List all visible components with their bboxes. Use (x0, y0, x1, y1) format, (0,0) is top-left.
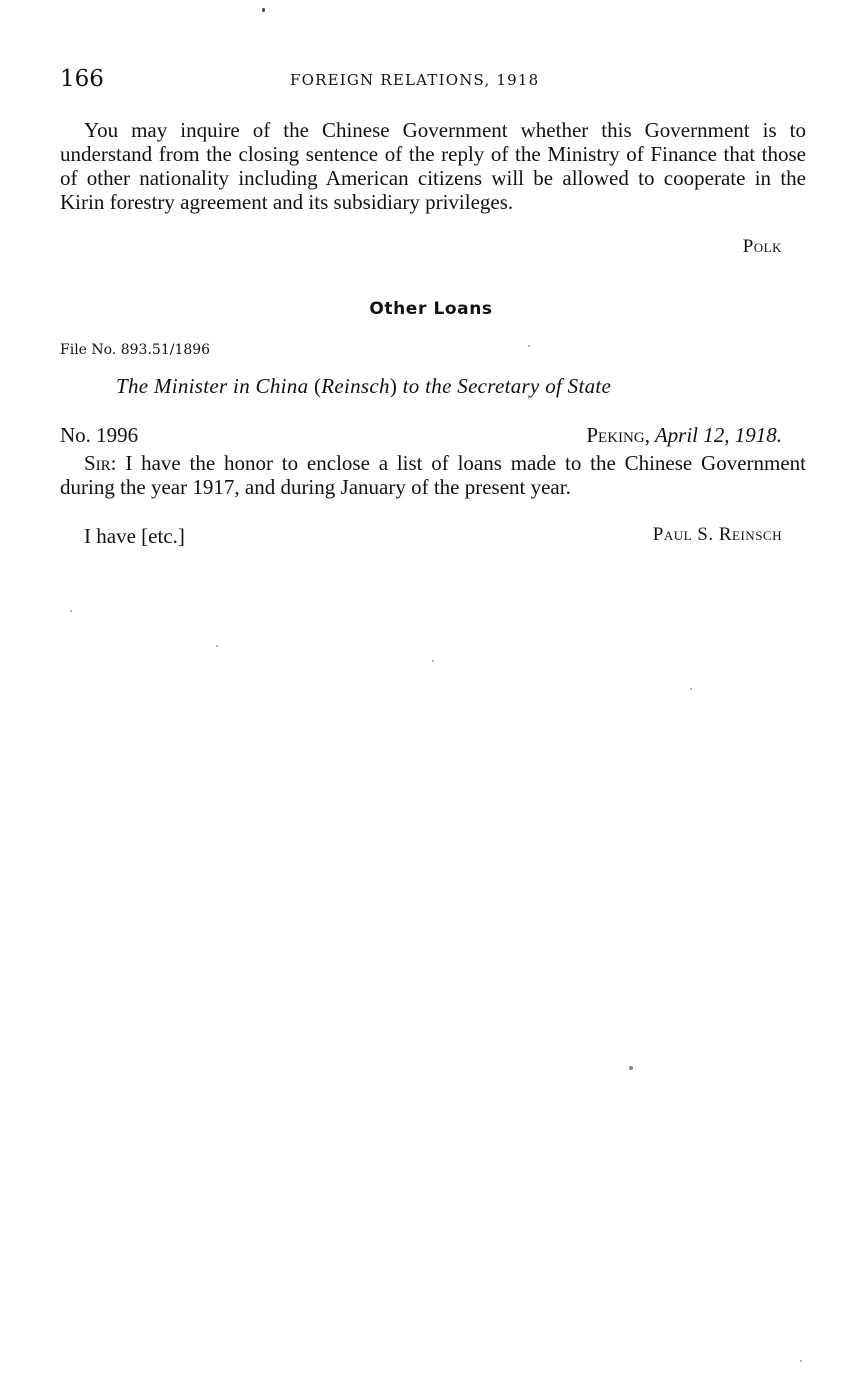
title-part-2: to the Secretary of State (397, 374, 612, 398)
section-heading: Other Loans (369, 299, 493, 319)
scan-speck (262, 8, 265, 12)
scan-speck (432, 660, 434, 662)
signature-reinsch: Paul S. Reinsch (652, 524, 782, 545)
letter-text: I have the honor to enclose a list of loans made to the Chinese Government during the year 1917, and during January of the present year. (60, 451, 806, 499)
title-part-1: The Minister in China (116, 374, 314, 398)
letter-body (60, 451, 806, 499)
scan-speck (528, 345, 530, 347)
scan-speck (690, 688, 692, 690)
dateline (586, 423, 782, 448)
page-header (60, 66, 784, 96)
document-title (116, 374, 611, 399)
page-number: 166 (60, 66, 104, 92)
file-number: File No. 893.51/1896 (60, 342, 211, 358)
signature-polk: Polk (742, 236, 782, 257)
scan-speck (216, 645, 218, 647)
title-paren-close: ) (389, 374, 398, 398)
scan-speck (70, 610, 72, 612)
dispatch-number: No. 1996 (60, 423, 139, 447)
dateline-place: Peking, (586, 423, 650, 447)
dateline-date: April 12, 1918. (649, 423, 782, 447)
running-head: FOREIGN RELATIONS, 1918 (290, 71, 540, 89)
salutation: Sir: (84, 451, 117, 475)
scan-speck (629, 1066, 633, 1070)
title-name: Reinsch (321, 374, 390, 398)
closing: I have [etc.] (84, 524, 185, 548)
scan-speck (800, 1360, 802, 1362)
paragraph-instruction: You may inquire of the Chinese Government whether this Government is to understand from the closing sentence of the reply of the Ministry of Finance that those of other nationality including American citizens will be allowed to cooperate in the Kirin forestry agreement and its subsidiary privileges. (60, 118, 806, 214)
title-paren-open: ( (313, 374, 322, 398)
